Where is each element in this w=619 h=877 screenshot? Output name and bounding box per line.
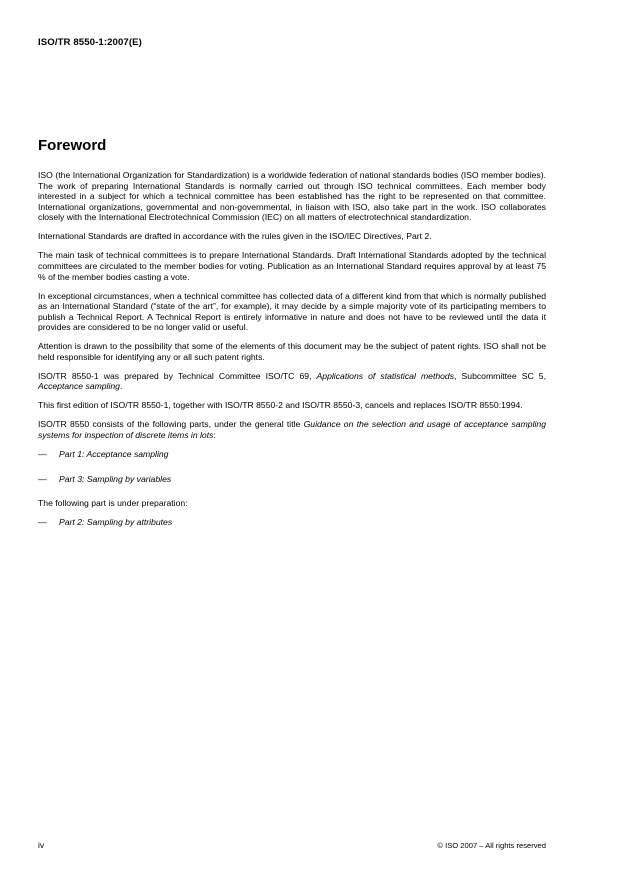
paragraph-edition: This first edition of ISO/TR 8550-1, together with ISO/TR 8550-2 and ISO/TR 8550-3, cancels and replaces ISO/TR 8550:1994.: [38, 400, 523, 411]
dash-bullet: —: [38, 517, 47, 528]
paragraph-drafting-rules: International Standards are drafted in accordance with the rules given in the ISO/IEC Directives, Part 2.: [38, 231, 432, 242]
document-identifier: ISO/TR 8550-1:2007(E): [38, 37, 142, 48]
paragraph-prepared-by: [38, 371, 546, 392]
paragraph-parts-intro: [38, 419, 546, 440]
paragraph-in-preparation: The following part is under preparation:: [38, 498, 188, 509]
page-title: Foreword: [38, 137, 107, 154]
parts-intro-text: ISO/TR 8550 consists of the following parts, under the general title: [38, 419, 304, 430]
period: .: [119, 381, 123, 392]
part-2-title: Part 2: Sampling by attributes: [59, 517, 173, 528]
part-3-title: Part 3: Sampling by variables: [59, 473, 172, 484]
paragraph-main-task: The main task of technical committees is to prepare International Standards. Draft International Standards adopted by the technical committees are circulated to the member bodies for voting. Publication as an International Standard requires approval by at least 75 % of the member bodies casting a vote.: [38, 250, 546, 282]
colon: :: [213, 430, 216, 441]
part-1-title: Part 1: Acceptance sampling: [59, 449, 169, 459]
paragraph-patent-rights: Attention is drawn to the possibility that some of the elements of this document may be the subject of patent rights. ISO shall not be held responsible for identifying any or all such patent rights.: [38, 341, 546, 362]
subcommittee-text: , Subcommittee SC 5,: [454, 370, 546, 381]
list-item-part-2: [38, 517, 546, 528]
dash-bullet: —: [38, 473, 47, 484]
dash-bullet: —: [38, 449, 47, 459]
copyright-notice: © ISO 2007 – All rights reserved: [437, 841, 546, 850]
paragraph-iso-overview: ISO (the International Organization for Standardization) is a worldwide federation of national standards bodies (ISO member bodies). The work of preparing International Standards is normally carried out through ISO technical committees. Each member body interested in a subject for which a technical committee has been established has the right to be represented on that committee. International organizations, governmental and non-governmental, in liaison with ISO, also take part in the work. ISO collaborates closely with the International Electrotechnical Commission (IEC) on all matters of electrotechnical standardization.: [38, 170, 546, 223]
general-title: Guidance on the selection and usage of acceptance sampling systems for inspection of discrete items in lots: [38, 419, 546, 441]
paragraph-exceptional-circumstances: In exceptional circumstances, when a technical committee has collected data of a different kind from that which is normally published as an International Standard (“state of the art”, for example), it may decide by a simple majority vote of its participating members to publish a Technical Report. A Technical Report is entirely informative in nature and does not have to be reviewed until the data it provides are considered to be no longer valid or useful.: [38, 290, 546, 333]
prepared-by-text: ISO/TR 8550-1 was prepared by Technical Committee ISO/TC 69,: [38, 370, 317, 381]
committee-title: Applications of statistical methods: [316, 370, 455, 381]
subcommittee-title: Acceptance sampling: [38, 381, 120, 392]
list-item-part-3: [38, 474, 546, 485]
list-item-part-1: [38, 449, 546, 460]
foreword-body: [38, 170, 546, 542]
page-number: iv: [38, 840, 45, 850]
